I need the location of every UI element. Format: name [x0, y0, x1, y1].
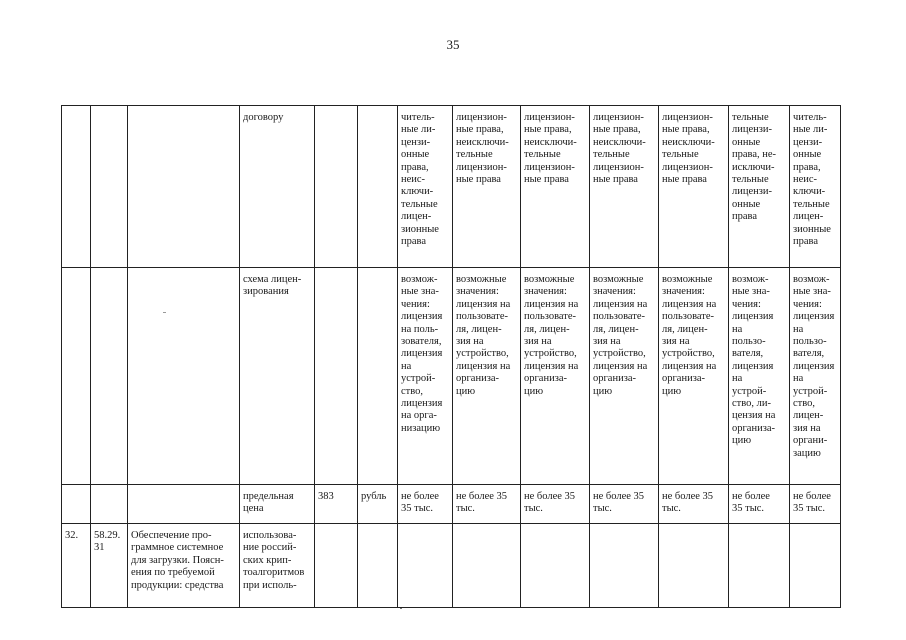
unit-cell: рубль: [358, 485, 398, 524]
value-cell: лицензион- ные права, неисключи- тельные лицензион- ные права: [590, 106, 659, 268]
value-cell: [729, 524, 790, 608]
value-cell: не более 35 тыс.: [398, 485, 453, 524]
value-cell: читель- ные ли- цензи- онные права, неис- ключи- тельные лицен- зионные права: [790, 106, 841, 268]
value-cell: не более 35 тыс.: [590, 485, 659, 524]
value-cell: лицензион- ные права, неисключи- тельные лицензион- ные права: [453, 106, 521, 268]
okpd-code-cell: [91, 268, 128, 485]
value-cell: возможные значения: лицензия на пользовате- ля, лицен- зия на устройство, лицензия на организа- цию: [590, 268, 659, 485]
value-cell: лицензион- ные права, неисключи- тельные лицензион- ные права: [659, 106, 729, 268]
page-number: 35: [446, 37, 460, 52]
value-cell: [398, 524, 453, 608]
product-name-cell: Обеспечение про- граммное системное для загрузки. Поясн- ения по требуемой продукции: средства: [128, 524, 240, 608]
okei-code-cell: [315, 268, 358, 485]
unit-cell: [358, 268, 398, 485]
table-row: [62, 485, 841, 524]
unit-cell: [358, 524, 398, 608]
okpd-code-cell: [91, 106, 128, 268]
value-cell: не более 35 тыс.: [453, 485, 521, 524]
value-cell: возможные значения: лицензия на пользовате- ля, лицен- зия на устройство, лицензия на организа- цию: [521, 268, 590, 485]
value-cell: не более 35 тыс.: [729, 485, 790, 524]
table-body: [62, 106, 841, 608]
row-number-cell: 32.: [62, 524, 91, 608]
table-row: [62, 524, 841, 608]
value-cell: [521, 524, 590, 608]
product-name-cell: [128, 106, 240, 268]
okei-code-cell: [315, 524, 358, 608]
value-cell: не более 35 тыс.: [790, 485, 841, 524]
okei-code-cell: 383: [315, 485, 358, 524]
value-cell: возмож- ные зна- чения: лицензия на поль- зователя, лицензия на устрой- ство, лицензия на орга- низацию: [398, 268, 453, 485]
row-number-cell: [62, 268, 91, 485]
characteristic-cell: схема лицен- зирования: [240, 268, 315, 485]
value-cell: возмож- ные зна- чения: лицензия на пользо- вателя, лицензия на устрой- ство, ли- цензия на организа- цию: [729, 268, 790, 485]
characteristic-cell: использова- ние россий- ских крип- тоалгоритмов при исполь-: [240, 524, 315, 608]
value-cell: возможные значения: лицензия на пользовате- ля, лицен- зия на устройство, лицензия на организа- цию: [453, 268, 521, 485]
value-cell: [659, 524, 729, 608]
row-number-cell: [62, 106, 91, 268]
okpd-code-cell: [91, 485, 128, 524]
row-number-cell: [62, 485, 91, 524]
characteristic-cell: предельная цена: [240, 485, 315, 524]
value-cell: не более 35 тыс.: [659, 485, 729, 524]
unit-cell: [358, 106, 398, 268]
scan-dot: [400, 608, 402, 609]
product-name-cell: [128, 268, 240, 485]
requirements-table: [61, 105, 841, 608]
table-row: [62, 268, 841, 485]
characteristic-cell: договору: [240, 106, 315, 268]
okei-code-cell: [315, 106, 358, 268]
value-cell: [453, 524, 521, 608]
value-cell: возможные значения: лицензия на пользовате- ля, лицен- зия на устройство, лицензия на организа- цию: [659, 268, 729, 485]
value-cell: [790, 524, 841, 608]
value-cell: читель- ные ли- цензи- онные права, неис- ключи- тельные лицен- зионные права: [398, 106, 453, 268]
value-cell: не более 35 тыс.: [521, 485, 590, 524]
value-cell: лицензион- ные права, неисключи- тельные лицензион- ные права: [521, 106, 590, 268]
value-cell: тельные лицензи- онные права, не- исключи- тельные лицензи- онные права: [729, 106, 790, 268]
value-cell: возмож- ные зна- чения: лицензия на пользо- вателя, лицензия на устрой- ство, лицен- зия на органи- зацию: [790, 268, 841, 485]
product-name-cell: [128, 485, 240, 524]
scan-speck: [163, 312, 166, 313]
value-cell: [590, 524, 659, 608]
table-row: [62, 106, 841, 268]
okpd-code-cell: 58.29. 31: [91, 524, 128, 608]
